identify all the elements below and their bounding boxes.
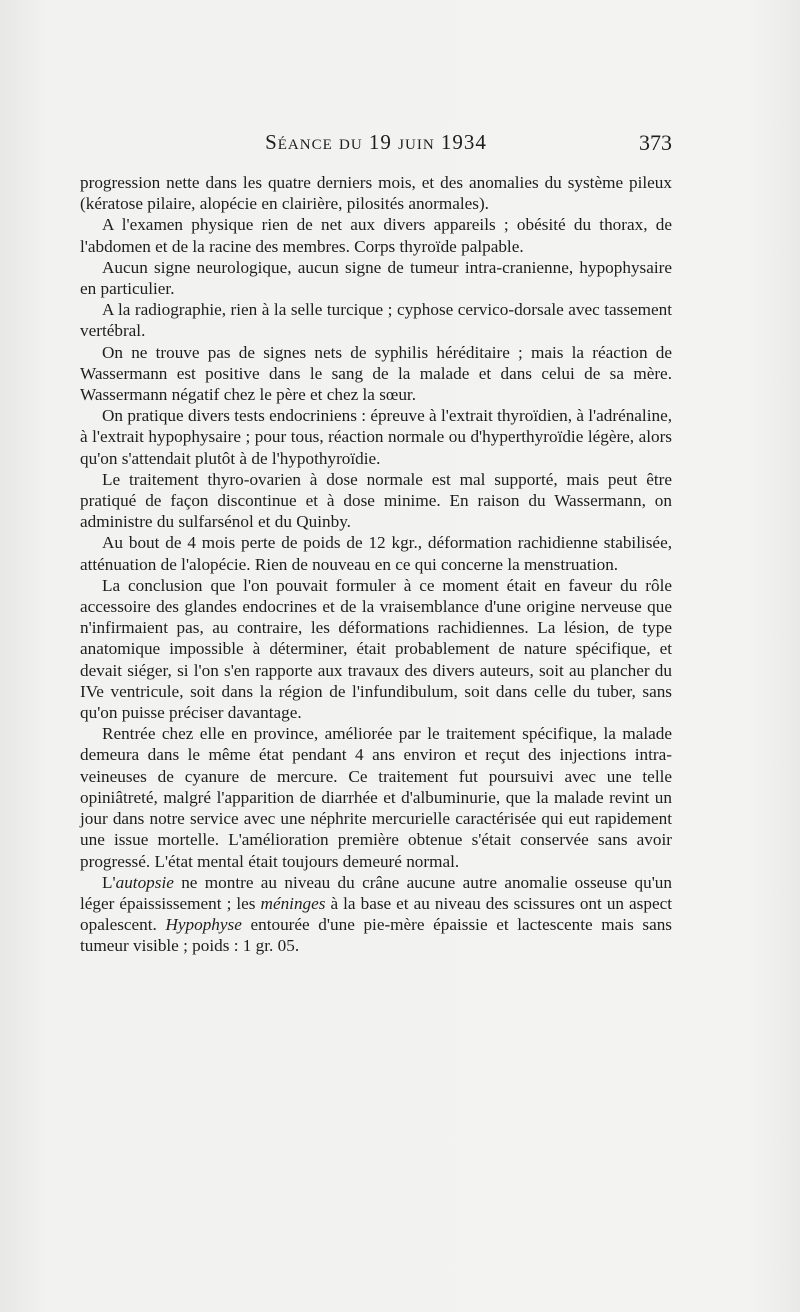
italic-term-autopsie: autopsie — [115, 872, 174, 892]
paragraph: La conclusion que l'on pouvait formuler à ce moment était en faveur du rôle accessoire des glandes endocrines et de la vraisemblance d'une origine nerveuse que n'infirmaient pas, au contraire, les déformations rachidiennes. La lésion, de type anatomique impossible à déterminer, était probablement de nature spécifique, et devait siéger, si l'on s'en rapporte aux travaux des divers auteurs, soit au plancher du IVe ventricule, soit dans la région de l'infundibulum, soit dans celle du tuber, sans qu'on puisse préciser davantage. — [80, 575, 672, 723]
page-number: 373 — [639, 130, 672, 155]
paragraph: progression nette dans les quatre derniers mois, et des anomalies du système pileux (kératose pilaire, alopécie en clairière, pilosités anormales). — [80, 173, 672, 214]
paragraph: A la radiographie, rien à la selle turcique ; cyphose cervico-dorsale avec tassement vertébral. — [80, 300, 672, 341]
paragraph: A l'examen physique rien de net aux divers appareils ; obésité du thorax, de l'abdomen et de la racine des membres. Corps thyroïde palpable. — [80, 215, 672, 256]
paragraph: Le traitement thyro-ovarien à dose normale est mal supporté, mais peut être pratiqué de façon discontinue et à dose minime. En raison du Wassermann, on administre du sulfarsénol et du Quinby. — [80, 469, 672, 532]
paragraph: On pratique divers tests endocriniens : épreuve à l'extrait thyroïdien, à l'adrénaline, à l'extrait hypophysaire ; pour tous, réaction normale ou d'hyperthyroïdie légère, alors qu'on s'attendait plutôt à de l'hypothyroïdie. — [80, 406, 672, 468]
running-head-title: Séance du 19 juin 1934 — [265, 130, 487, 154]
paragraph: On ne trouve pas de signes nets de syphilis héréditaire ; mais la réaction de Wassermann est positive dans le sang de la malade et dans celui de sa mère. Wassermann négatif chez le père et chez la sœur. — [80, 342, 672, 405]
paragraph: Rentrée chez elle en province, améliorée par le traitement spécifique, la malade demeura dans le même état pendant 4 ans environ et reçut des injections intra-veineuses de cyanure de mercure. Ce traitement fut poursuivi avec une telle opiniâtreté, malgré l'apparition de diarrhée et d'albuminurie, que la malade revint un jour dans notre service avec une néphrite mercurielle caractérisée qui eut rapidement une issue mortelle. L'amélioration première obtenue s'était conservée sans avoir progressé. L'état mental était toujours demeuré normal. — [80, 724, 672, 871]
text-run: entourée d'une pie-mère épaissie et lactescente mais sans tumeur visible ; poids : 1 gr. 05. — [80, 915, 672, 956]
text-run: ne montre au niveau du crâne aucune autre anomalie osseuse qu'un léger épaississement ; les — [80, 872, 672, 913]
paragraph-autopsy — [80, 872, 672, 957]
italic-term-hypophyse: Hypophyse — [165, 915, 242, 935]
paragraph: Aucun signe neurologique, aucun signe de tumeur intra-cranienne, hypophysaire en particulier. — [80, 257, 672, 299]
text-run: L' — [102, 872, 116, 892]
italic-term-meninges: méninges — [260, 893, 326, 913]
body-text — [80, 172, 672, 957]
paragraph: Au bout de 4 mois perte de poids de 12 kgr., déformation rachidienne stabilisée, atténuation de l'alopécie. Rien de nouveau en ce qui concerne la menstruation. — [80, 533, 672, 574]
text-run: à la base et au niveau des scissures ont un aspect opalescent. — [80, 893, 672, 935]
running-head — [80, 130, 672, 164]
